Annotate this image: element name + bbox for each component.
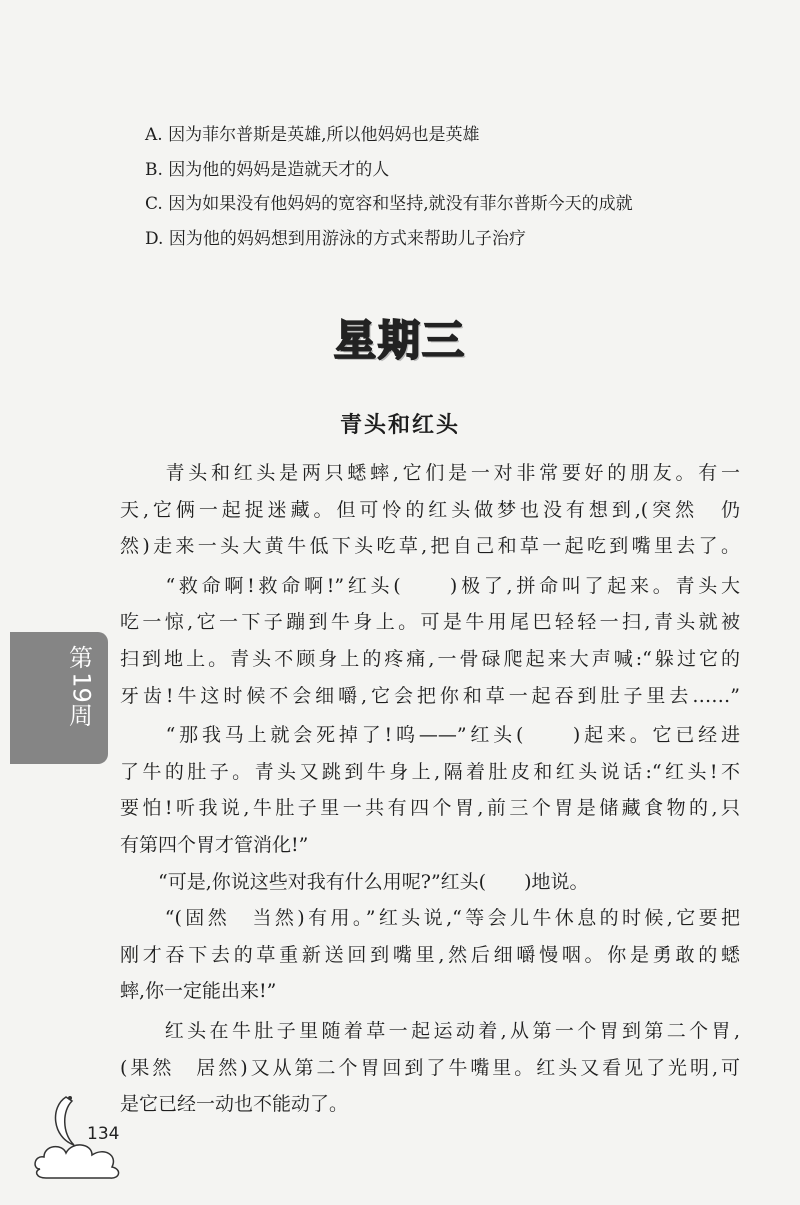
- story-line: 牙齿!牛这时候不会细嚼,它会把你和草一起吞到肚子里去……”: [120, 684, 740, 707]
- option-a: A. 因为菲尔普斯是英雄,所以他妈妈也是英雄: [145, 125, 480, 145]
- answer-options: [145, 118, 633, 256]
- option-c: C. 因为如果没有他妈妈的宽容和坚持,就没有菲尔普斯今天的成就: [145, 194, 633, 214]
- week-char-di: 第: [69, 644, 93, 672]
- story-line: 是它已经一动也不能动了。: [120, 1093, 349, 1116]
- story-line: 蟀,你一定能出来!”: [120, 980, 277, 1003]
- option-b: B. 因为他的妈妈是造就天才的人: [145, 159, 390, 180]
- page-number: 134: [87, 1124, 120, 1144]
- story-line: 扫到地上。青头不顾身上的疼痛,一骨碌爬起来大声喊:“躲过它的: [120, 647, 740, 670]
- story-line: (果然 居然)又从第二个胃回到了牛嘴里。红头又看见了光明,可: [120, 1056, 740, 1079]
- story-line: “(固然 当然)有用。”红头说,“等会儿牛休息的时候,它要把: [120, 907, 740, 930]
- story-line: 天,它俩一起捉迷藏。但可怜的红头做梦也没有想到,(突然 仍: [120, 498, 740, 521]
- day-title: 星期三: [333, 316, 466, 365]
- story-line: “可是,你说这些对我有什么用呢?”红头( )地说。: [120, 870, 589, 893]
- story-line: 有第四个胃才管消化!”: [120, 833, 309, 856]
- story-line: 然)走来一头大黄牛低下头吃草,把自己和草一起吃到嘴里去了。: [120, 535, 740, 558]
- story-line: 刚才吞下去的草重新送回到嘴里,然后细嚼慢咽。你是勇敢的蟋: [120, 943, 740, 966]
- story-title: 青头和红头: [339, 413, 460, 438]
- story-line: 青头和红头是两只蟋蟀,它们是一对非常要好的朋友。有一: [120, 462, 740, 484]
- story-line: 要怕!听我说,牛肚子里一共有四个胃,前三个胃是储藏食物的,只: [120, 797, 740, 820]
- option-d: D. 因为他的妈妈想到用游泳的方式来帮助儿子治疗: [145, 228, 526, 249]
- story-line: 了牛的肚子。青头又跳到牛身上,隔着肚皮和红头说话:“红头!不: [120, 760, 740, 783]
- week-tab: [10, 632, 108, 764]
- story-line: 吃一惊,它一下子蹦到牛身上。可是牛用尾巴轻轻一扫,青头就被: [120, 611, 740, 634]
- story-text: [120, 455, 740, 1123]
- story-line: “那我马上就会死掉了!呜——”红头( )起来。它已经进: [120, 724, 740, 747]
- week-number: 19: [67, 672, 96, 703]
- story-line: 红头在牛肚子里随着草一起运动着,从第一个胃到第二个胃,: [120, 1019, 740, 1042]
- story-line: “救命啊!救命啊!”红头( )极了,拼命叫了起来。青头大: [120, 574, 740, 597]
- week-char-zhou: 周: [69, 702, 93, 730]
- week-label: [64, 644, 98, 731]
